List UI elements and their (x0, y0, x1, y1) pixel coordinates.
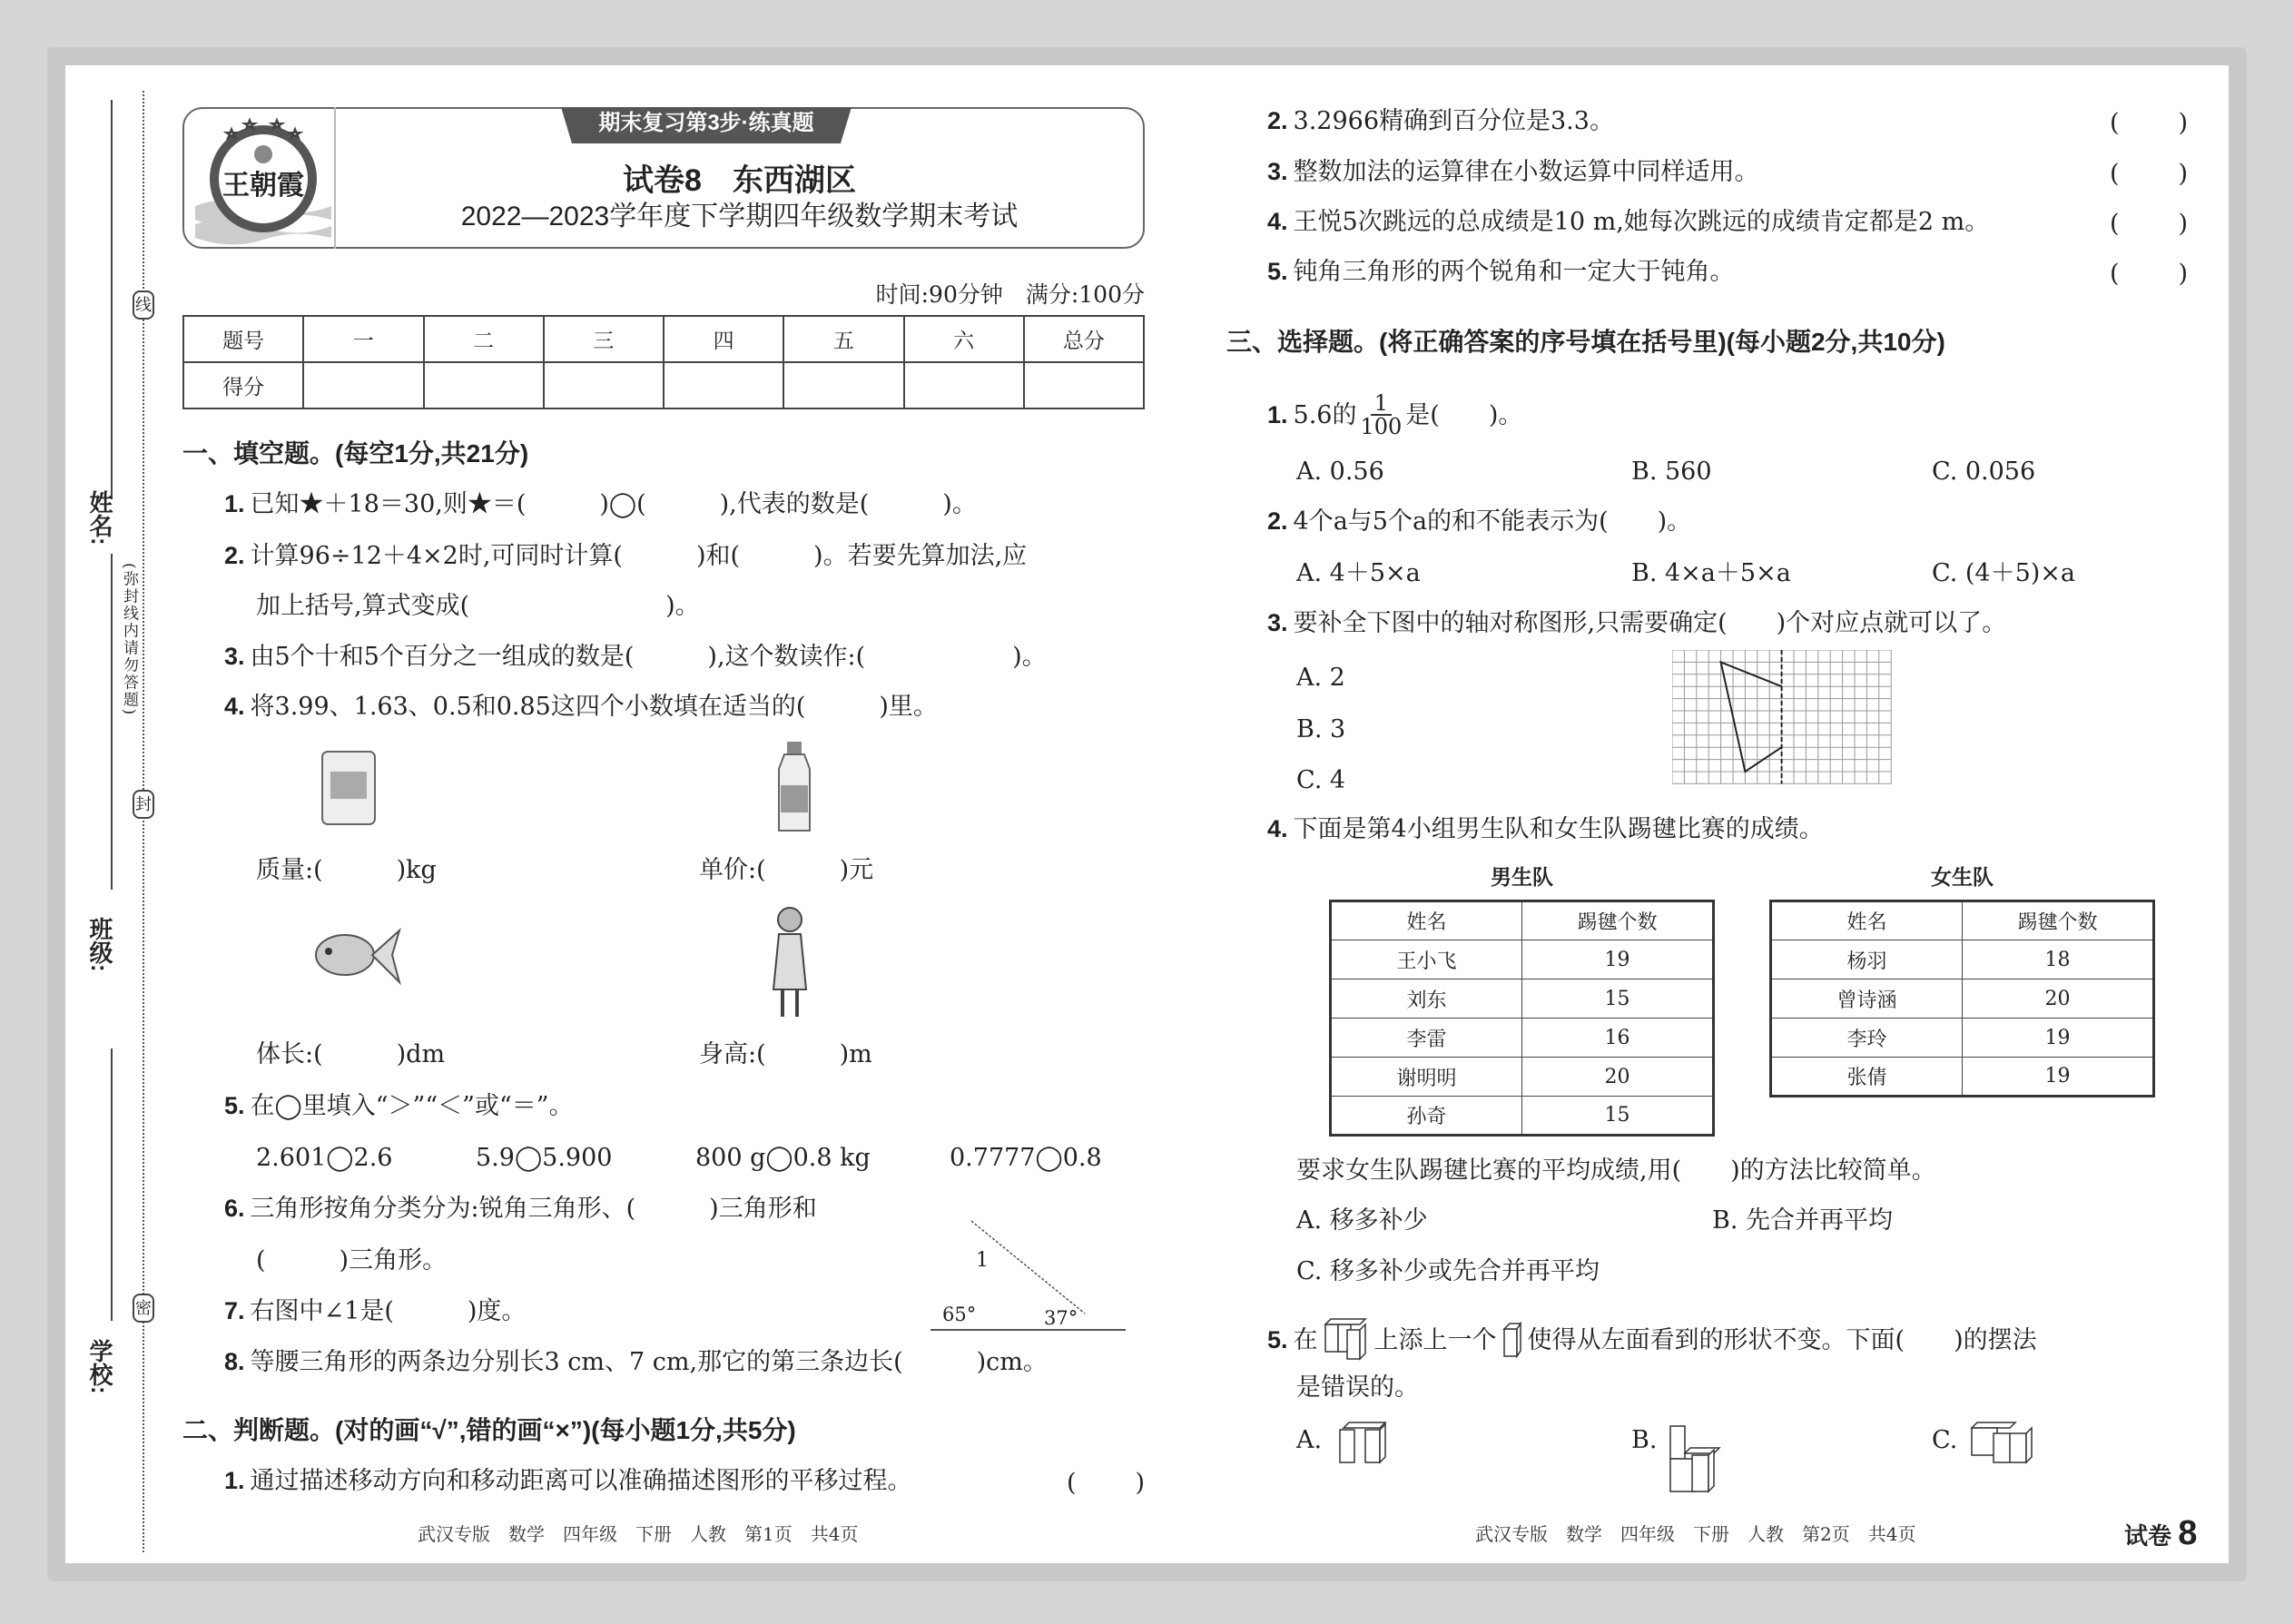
answer-paren[interactable]: ( ) (2110, 160, 2188, 188)
cube-arrangement-a (1338, 1421, 1388, 1466)
cell: 15 (1521, 1097, 1713, 1136)
q-text: 3.2966精确到百分位是3.3。 (1293, 107, 1614, 135)
length-blank: 体长:( )dm (256, 1040, 446, 1068)
section-3-title: 三、选择题。(将正确答案的序号填在括号里)(每小题2分,共10分) (1226, 328, 1945, 356)
option-c[interactable]: C. (4＋5)×a (1932, 559, 2076, 587)
s3-q4-question: 要求女生队踢毽比赛的平均成绩,用( )的方法比较简单。 (1296, 1156, 1936, 1185)
score-input[interactable] (904, 362, 1024, 408)
cell: 得分 (183, 362, 303, 408)
q-text: 计算96÷12＋4×2时,可同时计算( )和( )。若要先算加法,应 (250, 542, 1028, 570)
q-text: 整数加法的运算律在小数运算中同样适用。 (1293, 158, 1759, 186)
s1-q3 (224, 645, 1047, 669)
q-text: 将3.99、1.63、0.5和0.85这四个小数填在适当的( )里。 (250, 693, 938, 721)
option-c[interactable]: C. (1932, 1426, 1958, 1454)
cell: 二 (424, 316, 544, 362)
cell: 孙奇 (1331, 1097, 1522, 1136)
score-input[interactable] (544, 362, 664, 408)
q-number: 4. (224, 693, 245, 720)
s1-q2-cont: 加上括号,算式变成( )。 (256, 592, 700, 620)
score-input[interactable] (783, 362, 903, 408)
q-text: 上添上一个 (1373, 1325, 1497, 1354)
option-a[interactable]: A. 4＋5×a (1296, 559, 1421, 587)
q-text: 下面是第4小组男生队和女生队踢毽比赛的成绩。 (1293, 815, 1824, 843)
compare-2: 5.9◯5.900 (476, 1144, 613, 1172)
table-row (1331, 1058, 1714, 1097)
option-b[interactable]: B. 560 (1631, 458, 1712, 486)
s1-q2 (224, 544, 1027, 568)
q-number: 3. (224, 643, 245, 670)
q-number: 1. (224, 490, 245, 517)
s3-q2 (1267, 509, 1691, 534)
paper-subtitle: 2022—2023学年度下学期四年级数学期末考试 (460, 202, 1019, 231)
q-number: 3. (1267, 158, 1288, 185)
exam-meta: 时间:90分钟 满分:100分 (875, 281, 1145, 308)
seal-line-badge: 线 (133, 290, 154, 320)
cell: 李玲 (1771, 1019, 1963, 1058)
cell: 16 (1521, 1019, 1713, 1058)
cell: 姓名 (1771, 901, 1963, 940)
q-text: 三角形按角分类分为:锐角三角形、( )三角形和 (250, 1195, 817, 1223)
footer-left: 武汉专版 数学 四年级 下册 人教 第1页 共4页 (418, 1523, 859, 1545)
score-input[interactable] (303, 362, 423, 408)
q-text: 右图中∠1是( )度。 (250, 1297, 527, 1325)
s1-q1 (224, 492, 977, 517)
table-row (1331, 1019, 1714, 1058)
answer-paren[interactable]: ( ) (2110, 210, 2188, 238)
option-a[interactable]: A. 0.56 (1296, 458, 1384, 486)
cell: 王小飞 (1331, 940, 1522, 979)
option-a[interactable]: A. (1296, 1426, 1323, 1454)
cell: 曾诗涵 (1771, 979, 1963, 1019)
q-number: 3. (1267, 609, 1288, 636)
table-row (1331, 940, 1714, 979)
numerator: 1 (1371, 392, 1392, 416)
badge-label: 试卷 (2124, 1522, 2172, 1550)
fraction (1360, 392, 1402, 438)
paper-badge (2124, 1516, 2197, 1550)
cell: 四 (664, 316, 783, 362)
s2-q5 (1267, 260, 1735, 284)
q-number: 5. (224, 1092, 245, 1119)
table-row (1771, 1058, 2154, 1097)
symmetry-grid-figure (1672, 650, 1892, 786)
goldfish-image (309, 917, 404, 989)
flour-bag-image (318, 744, 381, 831)
cell: 杨羽 (1771, 940, 1963, 979)
q-number: 4. (1267, 815, 1288, 842)
compare-3: 800 g◯0.8 kg (695, 1144, 871, 1172)
s3-q1 (1267, 392, 1522, 438)
q-number: 7. (224, 1297, 245, 1324)
table-row (1331, 1097, 1714, 1136)
svg-text:王朝霞: 王朝霞 (222, 170, 304, 202)
q-text: 4个a与5个a的和不能表示为( )。 (1293, 507, 1692, 536)
option-b[interactable]: B. 3 (1296, 715, 1346, 743)
cell: 六 (904, 316, 1024, 362)
mass-blank: 质量:( )kg (256, 856, 437, 884)
cube-arrangement-c (1970, 1421, 2033, 1466)
q-text: 要补全下图中的轴对称图形,只需要确定( )个对应点就可以了。 (1293, 609, 2007, 637)
q-text: 由5个十和5个百分之一组成的数是( ),这个数读作:( )。 (250, 643, 1047, 671)
class-label: 班级: (86, 917, 113, 972)
cell: 一 (303, 316, 423, 362)
q-text: 王悦5次跳远的总成绩是10 m,她每次跳远的成绩肯定都是2 m。 (1293, 208, 1990, 236)
table-row (1771, 1019, 2154, 1058)
q-number: 4. (1267, 208, 1288, 235)
girls-table (1769, 900, 2155, 1097)
table-header (1331, 901, 1714, 940)
logo (195, 111, 331, 247)
q-text: 已知★＋18＝30,则★＝( )◯( ),代表的数是( )。 (250, 490, 977, 518)
s3-q4 (1267, 817, 1824, 842)
height-blank: 身高:( )m (699, 1040, 872, 1068)
angle-1-label: 1 (976, 1249, 989, 1272)
option-a[interactable]: A. 移多补少 (1296, 1206, 1428, 1235)
cell: 15 (1521, 979, 1713, 1019)
class-line (111, 554, 113, 890)
score-header-row (183, 316, 1144, 362)
q-number: 2. (224, 542, 245, 569)
option-c[interactable]: C. 0.056 (1932, 458, 2036, 486)
cell: 20 (1962, 979, 2153, 1019)
angle-65-label: 65° (942, 1304, 977, 1325)
cell: 刘东 (1331, 979, 1522, 1019)
q-number: 1. (224, 1467, 245, 1494)
answer-paren[interactable]: ( ) (2110, 109, 2188, 137)
answer-paren[interactable]: ( ) (1067, 1469, 1145, 1497)
cell: 19 (1521, 940, 1713, 979)
bottle-image (772, 740, 817, 835)
cell: 李雷 (1331, 1019, 1522, 1058)
price-blank: 单价:( )元 (699, 856, 874, 884)
cell: 18 (1962, 940, 2153, 979)
score-row (183, 362, 1144, 408)
s1-q4 (224, 694, 938, 719)
score-input[interactable] (1024, 362, 1144, 408)
cell: 张倩 (1771, 1058, 1963, 1097)
boys-table-title: 男生队 (1491, 865, 1553, 889)
cell: 总分 (1024, 316, 1144, 362)
q-text: 5.6的 (1293, 400, 1357, 429)
cell: 19 (1962, 1019, 2153, 1058)
q-text: 在◯里填入“＞”“＜”或“＝”。 (250, 1092, 574, 1120)
badge-number: 8 (2178, 1514, 2198, 1552)
seal-seal-badge: 封 (133, 790, 154, 819)
q-number: 8. (224, 1348, 245, 1375)
banner-text: 期末复习第3步·练真题 (598, 111, 814, 135)
angle-37-label: 37° (1044, 1307, 1078, 1329)
seal-secret-badge: 密 (133, 1294, 154, 1323)
cube-arrangement-b (1669, 1421, 1723, 1495)
s2-q4 (1267, 210, 1989, 234)
girls-table-title: 女生队 (1931, 865, 1994, 889)
cell: 题号 (183, 316, 303, 362)
name-line (111, 100, 113, 499)
q-text: 是( )。 (1405, 400, 1523, 429)
cell: 姓名 (1331, 901, 1522, 940)
girl-image (763, 903, 817, 1021)
s3-q3 (1267, 611, 2006, 635)
score-input[interactable] (664, 362, 783, 408)
s1-q7 (224, 1299, 526, 1324)
s3-q5-cont: 是错误的。 (1296, 1373, 1419, 1402)
paper-title: 试卷8 东西湖区 (623, 163, 856, 198)
s2-q3 (1267, 160, 1759, 184)
compare-4: 0.7777◯0.8 (950, 1144, 1102, 1172)
compare-1: 2.601◯2.6 (256, 1144, 393, 1172)
option-a[interactable]: A. 2 (1296, 664, 1345, 692)
table-row (1771, 940, 2154, 979)
cell: 五 (783, 316, 903, 362)
q-text: 等腰三角形的两条边分别长3 cm、7 cm,那它的第三条边长( )cm。 (250, 1348, 1048, 1376)
option-b[interactable]: B. 先合并再平均 (1712, 1206, 1894, 1235)
name-label: 姓名: (86, 490, 113, 546)
cell: 谢明明 (1331, 1058, 1522, 1097)
option-b[interactable]: B. 4×a＋5×a (1631, 559, 1791, 587)
option-c[interactable]: C. 4 (1296, 766, 1346, 794)
q-text: 通过描述移动方向和移动距离可以准确描述图形的平移过程。 (250, 1467, 912, 1495)
seal-note: (弥封线内请勿答题) (120, 563, 138, 717)
s2-q2 (1267, 109, 1614, 133)
q-number: 5. (1267, 258, 1288, 285)
cell: 踢毽个数 (1962, 901, 2153, 940)
table-row (1771, 979, 2154, 1019)
s1-q6-cont: ( )三角形。 (256, 1246, 448, 1275)
single-cube-icon (1502, 1322, 1522, 1358)
s2-q1 (224, 1469, 912, 1493)
q-text: 钝角三角形的两个锐角和一定大于钝角。 (1293, 258, 1735, 286)
q-number: 5. (1267, 1325, 1288, 1353)
footer-right: 武汉专版 数学 四年级 下册 人教 第2页 共4页 (1475, 1523, 1916, 1545)
q-number: 2. (1267, 107, 1288, 134)
score-input[interactable] (424, 362, 544, 408)
table-header (1771, 901, 2154, 940)
cell: 三 (544, 316, 664, 362)
s1-q8 (224, 1350, 1048, 1374)
s1-q5 (224, 1094, 574, 1118)
section-2-title: 二、判断题。(对的画“√”,错的画“×”)(每小题1分,共5分) (182, 1416, 796, 1444)
option-c[interactable]: C. 移多补少或先合并再平均 (1296, 1257, 1600, 1285)
s1-q6 (224, 1196, 817, 1221)
q-number: 1. (1267, 400, 1288, 428)
q-text: 使得从左面看到的形状不变。下面( )的摆法 (1527, 1325, 2037, 1354)
section-1-title: 一、填空题。(每空1分,共21分) (182, 439, 529, 468)
s3-q5 (1267, 1317, 2037, 1363)
denominator: 100 (1360, 414, 1403, 439)
answer-paren[interactable]: ( ) (2110, 260, 2188, 288)
option-b[interactable]: B. (1631, 1426, 1658, 1454)
q-text: 在 (1293, 1325, 1318, 1354)
boys-table (1329, 900, 1715, 1137)
school-label: 学校: (86, 1339, 113, 1394)
school-line (111, 1048, 113, 1321)
table-row (1331, 979, 1714, 1019)
score-table (182, 315, 1145, 409)
cube-group-icon (1324, 1317, 1369, 1363)
q-number: 2. (1267, 507, 1288, 535)
q-number: 6. (224, 1195, 245, 1222)
cell: 20 (1521, 1058, 1713, 1097)
cell: 19 (1962, 1058, 2153, 1097)
cell: 踢毽个数 (1521, 901, 1713, 940)
